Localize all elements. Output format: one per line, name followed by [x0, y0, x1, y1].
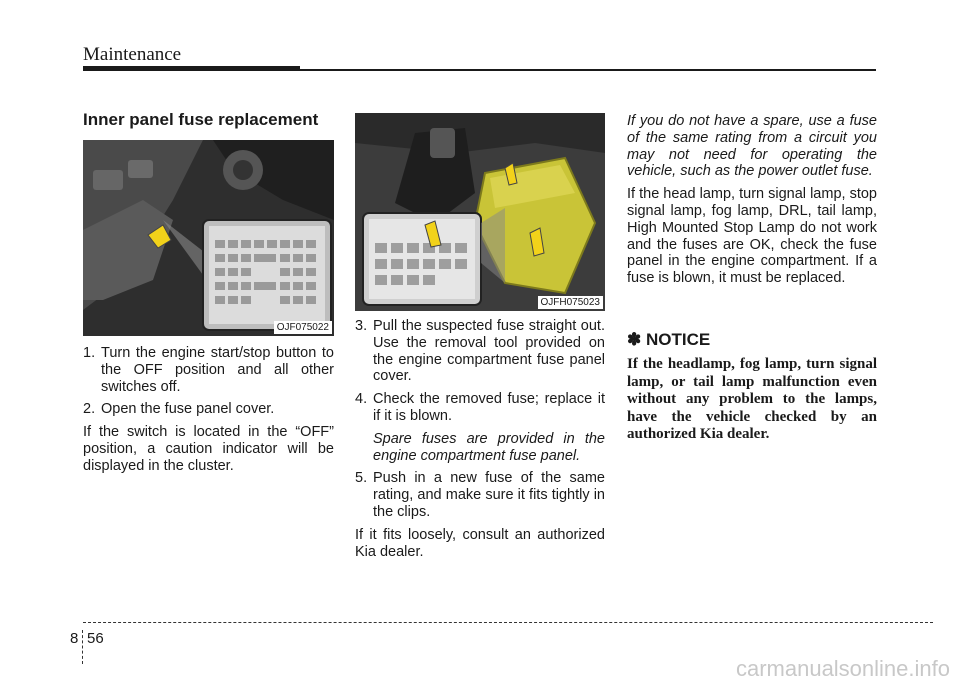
step-3-text: Pull the suspected fuse straight out. Use the removal tool provided on the engine compartment fuse panel cover.	[373, 318, 605, 385]
notice-title: ✽ NOTICE	[627, 330, 711, 349]
step-5-number: 5.	[355, 470, 368, 487]
footer-divider	[82, 630, 83, 664]
figure-inner-fuse-panel-illustration	[83, 140, 334, 336]
figure-2-label: OJFH075023	[538, 296, 603, 309]
no-spare-paragraph: If you do not have a spare, use a fuse of the same rating from a circuit you may not need for operating the vehicle, such as the power outlet fuse.	[627, 113, 877, 180]
loose-fit-paragraph: If it fits loosely, consult an authorized Kia dealer.	[355, 526, 605, 560]
step-5	[355, 470, 605, 520]
chapter-number: 8	[70, 630, 79, 647]
header-rule-thick	[83, 66, 300, 71]
page-number: 56	[87, 630, 104, 647]
notice-body: If the headlamp, fog lamp, turn signal lamp, or tail lamp malfunction even without any problem to the lamps, have the vehicle checked by an authorized Kia dealer.	[627, 356, 877, 442]
column-2-text	[355, 318, 605, 566]
step-1-text: Turn the engine start/stop button to the OFF position and all other switches off.	[101, 345, 334, 395]
step-3	[355, 318, 605, 385]
step-2-text: Open the fuse panel cover.	[101, 401, 275, 418]
header-title: Maintenance	[83, 44, 182, 65]
step-4-number: 4.	[355, 391, 368, 408]
switch-caution-paragraph: If the switch is located in the “OFF” position, a caution indicator will be displayed in the cluster.	[83, 424, 334, 474]
step-4-text: Check the removed fuse; replace it if it is blown.	[373, 391, 605, 424]
figure-engine-fuse-box	[355, 113, 605, 311]
step-3-number: 3.	[355, 318, 368, 334]
figure-inner-fuse-panel	[83, 140, 334, 336]
figure-engine-fuse-box-illustration	[355, 113, 605, 311]
step-2	[83, 401, 334, 418]
column-1-text	[83, 345, 334, 481]
header-rule-thin	[300, 69, 876, 71]
step-1	[83, 345, 334, 395]
figure-1-label: OJF075022	[274, 321, 332, 334]
watermark: carmanualsonline.info	[735, 656, 950, 681]
lamp-check-paragraph: If the head lamp, turn signal lamp, stop signal lamp, fog lamp, DRL, tail lamp, High Mounted Stop Lamp do not work and the fuses are OK, check the fuse panel in the engine compartment. If a fuse is blown, it must be replaced.	[627, 186, 877, 287]
step-1-number: 1.	[83, 345, 96, 361]
section-title: Inner panel fuse replacement	[83, 110, 319, 129]
footer-rule	[83, 622, 933, 623]
column-3-text	[627, 113, 877, 293]
step-5-text: Push in a new fuse of the same rating, and make sure it fits tightly in the clips.	[373, 470, 605, 520]
step-4	[355, 391, 605, 425]
spare-fuse-note: Spare fuses are provided in the engine compartment fuse panel.	[373, 430, 605, 464]
step-2-number: 2.	[83, 401, 96, 418]
